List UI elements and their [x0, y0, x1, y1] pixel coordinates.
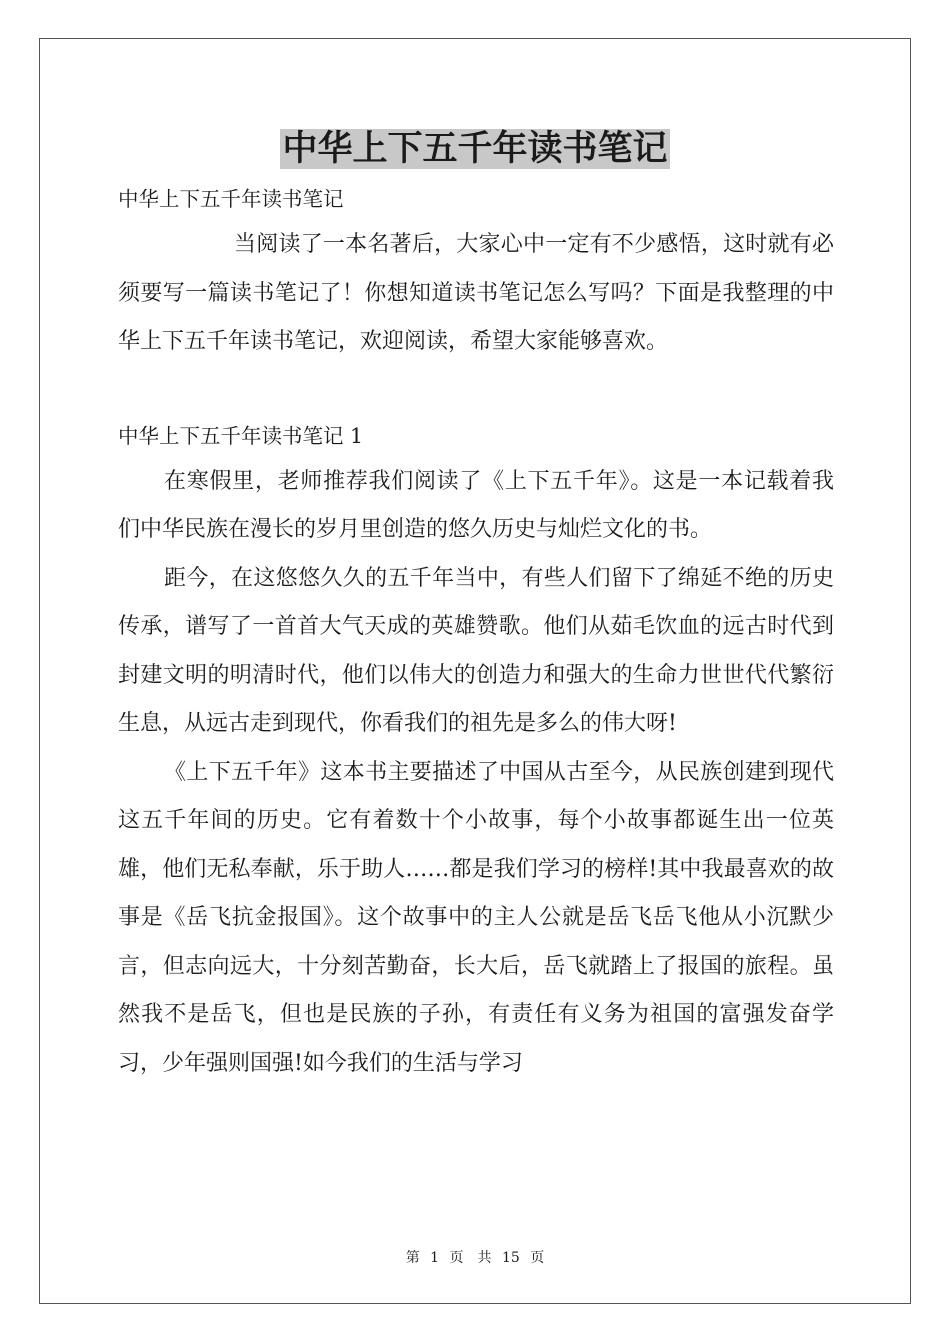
body-paragraph-1: 在寒假里，老师推荐我们阅读了《上下五千年》。这是一本记载着我们中华民族在漫长的岁月里创造的悠久历史与灿烂文化的书。 [118, 468, 834, 542]
page-number-footer: 第 1 页 共 15 页 [405, 1250, 545, 1266]
section-heading: 中华上下五千年读书笔记 1 [118, 423, 364, 448]
document-body [118, 177, 834, 1088]
paragraph-spacer [118, 367, 834, 414]
document-subtitle: 中华上下五千年读书笔记 [118, 187, 344, 211]
document-title [0, 124, 950, 174]
body-paragraph-2: 距今，在这悠悠久久的五千年当中，有些人们留下了绵延不绝的历史传承，谱写了一首首大气天成的英雄赞歌。他们从茹毛饮血的远古时代到封建文明的明清时代，他们以伟大的创造力和强大的生命力世世代代繁衍生息，从远古走到现代，你看我们的祖先是多么的伟大呀! [118, 565, 834, 736]
body-paragraph-3: 《上下五千年》这本书主要描述了中国从古至今，从民族创建到现代这五千年间的历史。它有着数十个小故事，每个小故事都诞生出一位英雄，他们无私奉献，乐于助人……都是我们学习的榜样!其中我最喜欢的故事是《岳飞抗金报国》。这个故事中的主人公就是岳飞岳飞他从小沉默少言，但志向远大，十分刻苦勤奋，长大后，岳飞就踏上了报国的旅程。虽然我不是岳飞，但也是民族的子孙，有责任有义务为祖国的富强发奋学习，少年强则国强!如今我们的生活与学习 [118, 759, 834, 1076]
document-title-text: 中华上下五千年读书笔记 [282, 129, 668, 169]
intro-paragraph: 当阅读了一本名著后，大家心中一定有不少感悟，这时就有必须要写一篇读书笔记了！你想知道读书笔记怎么写吗？下面是我整理的中华上下五千年读书笔记，欢迎阅读，希望大家能够喜欢。 [118, 232, 834, 354]
